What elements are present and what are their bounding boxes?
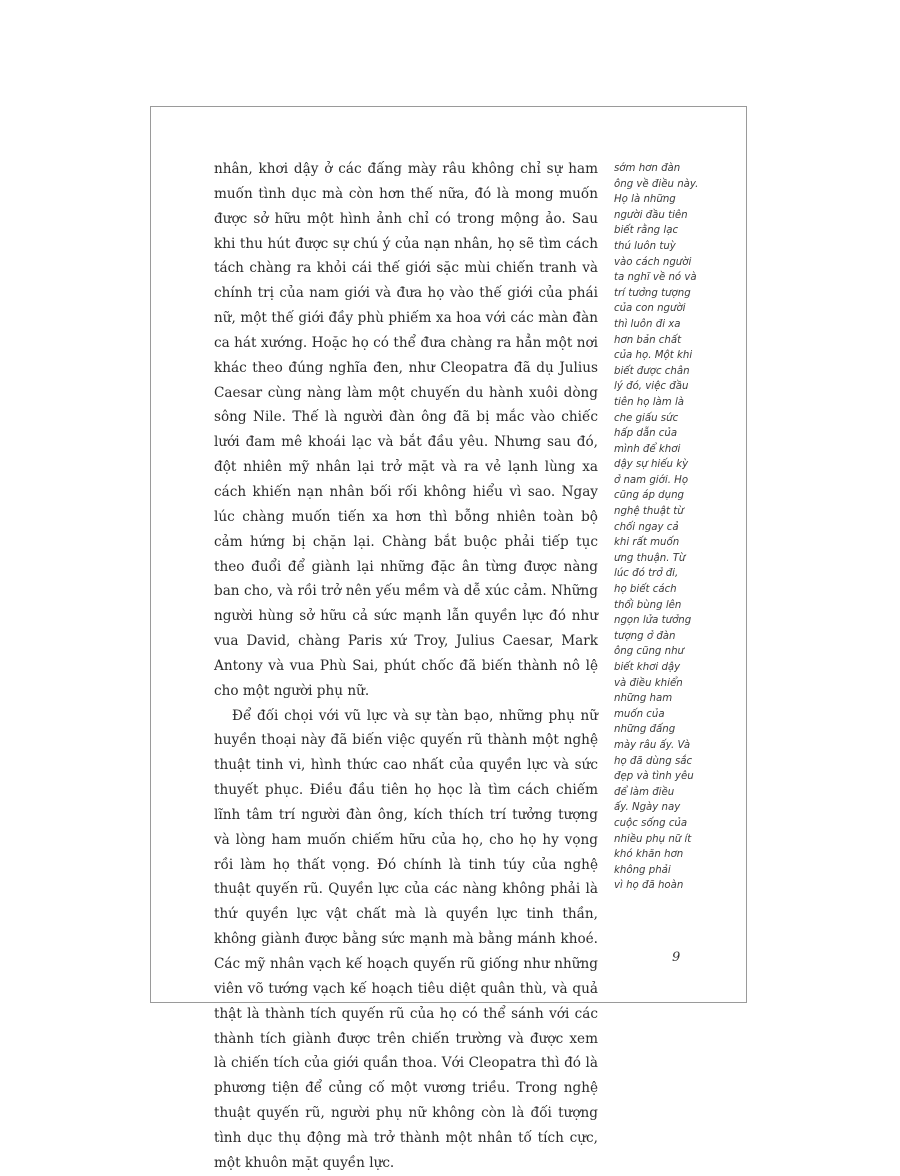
sidenote-line: biết rằng lạc xyxy=(614,225,679,237)
sidenote-line: không phải xyxy=(614,864,671,876)
main-body-text xyxy=(214,157,598,1176)
sidenote-line: thì luôn đi xa xyxy=(614,318,681,330)
sidenote-line: dậy sự hiếu kỳ xyxy=(614,459,689,471)
sidenote-line: sớm hơn đàn xyxy=(614,163,681,174)
sidenote-line: họ biết cách xyxy=(614,584,677,596)
sidenote-line: mày râu ấy. Và xyxy=(614,739,691,751)
body-paragraph: Để đối chọi với vũ lực và sự tàn bạo, những phụ nữ huyền thoại này đã biến việc quyến rũ thành một nghệ thuật tinh vi, hình thức cao nhất của quyền lực và sức thuyết phục. Điều đầu tiên họ học là tìm cách chiếm lĩnh tâm trí người đàn ông, kích thích trí tưởng tượng và lòng ham muốn chiếm hữu của họ, cho họ hy vọng rồi làm họ thất vọng. Đó chính là tinh túy của nghệ thuật quyến rũ. Quyền lực của các nàng không phải là thứ quyền lực vật chất mà là quyền lực tinh thần, không giành được bằng sức mạnh mà bằng mánh khoé. Các mỹ nhân vạch kế hoạch quyến rũ giống như những viên võ tướng vạch kế hoạch tiêu diệt quân thù, và quả thật là thành tích quyến rũ của họ có thể sánh với các thành tích giành được trên chiến trường và được xem là chiến tích của giới quần thoa. Với Cleopatra thì đó là phương tiện để củng cố một vương triều. Trong nghệ thuật quyến rũ, người phụ nữ không còn là đối tượng tình dục thụ động mà trở thành một nhân tố tích cực, một khuôn mặt quyền lực. xyxy=(214,707,598,1171)
sidenote-line: tiên họ làm là xyxy=(614,396,685,408)
sidenote-line: nghệ thuật từ xyxy=(614,506,684,518)
sidenote-line: muốn của xyxy=(614,708,665,720)
sidenote-line: thổi bùng lên xyxy=(614,599,682,611)
sidenote-line: ưng thuận. Từ xyxy=(614,552,686,564)
sidenote-line: cũng áp dụng xyxy=(614,490,685,502)
sidenote-line: để làm điều xyxy=(614,786,675,798)
sidenote-line: đẹp và tình yêu xyxy=(614,771,694,783)
sidenote-line: ông về điều này. xyxy=(614,178,699,190)
sidenote-line: người đầu tiên xyxy=(614,209,688,221)
sidenote-line: nhiều phụ nữ ít xyxy=(614,833,692,845)
sidenote-line: tượng ở đàn xyxy=(614,630,676,642)
sidenote-line: những ham xyxy=(614,693,673,705)
sidenote-line: ông cũng như xyxy=(614,646,684,658)
sidenote-line: ấy. Ngày nay xyxy=(614,802,681,814)
sidenote-line: của con người xyxy=(614,303,686,315)
sidenote-line: Họ là những xyxy=(614,194,676,206)
sidenote-line: ở nam giới. Họ xyxy=(614,474,689,486)
body-paragraph: nhân, khơi dậy ở các đấng mày râu không chỉ sự ham muốn tình dục mà còn hơn thế nữa, đó là mong muốn được sở hữu một hình ảnh chỉ có trong mộng ảo. Sau khi thu hút được sự chú ý của nạn nhân, họ sẽ tìm cách tách chàng ra khỏi cái thế giới sặc mùi chiến tranh và chính trị của nam giới và đưa họ vào thế giới của phái nữ, một thế giới đầy phù phiếm xa hoa với các màn đàn ca hát xướng. Hoặc họ có thể đưa chàng ra hẳn một nơi khác theo đúng nghĩa đen, như Cleopatra đã dụ Julius Caesar cùng nàng làm một chuyến du hành xuôi dòng sông Nile. Thế là người đàn ông đã bị mắc vào chiếc lưới đam mê khoái lạc và bắt đầu yêu. Nhưng sau đó, đột nhiên mỹ nhân lại trở mặt và ra vẻ lạnh lùng xa cách khiến nạn nhân bối rối không hiểu vì sao. Ngay lúc chàng muốn tiến xa hơn thì bỗng nhiên toàn bộ cảm hứng bị chặn lại. Chàng bắt buộc phải tiếp tục theo đuổi để giành lại những đặc ân từng được nàng ban cho, và rồi trở nên yếu mềm và dễ xúc cảm. Những người hùng sở hữu cả sức mạnh lẫn quyền lực đó như vua David, chàng Paris xứ Troy, Julius Caesar, Mark Antony và vua Phù Sai, phút chốc đã biến thành nô lệ cho một người phụ nữ. xyxy=(214,161,598,699)
sidenote-line: thú luôn tuỳ xyxy=(614,240,676,252)
sidenote-line: vì họ đã hoàn xyxy=(614,880,684,892)
sidenote-line: chối ngay cả xyxy=(614,521,679,533)
sidenote-line: biết khơi dậy xyxy=(614,662,681,673)
page-number: 9 xyxy=(672,950,681,965)
sidenote-line: hấp dẫn của xyxy=(614,428,678,440)
sidenote-line: cuộc sống của xyxy=(614,817,688,829)
sidenote-line: lý đó, việc đầu xyxy=(614,381,689,393)
sidenote-line: ngọn lửa tưởng xyxy=(614,615,692,627)
sidenote-line: trí tưởng tượng xyxy=(614,287,691,299)
sidenote-line: và điều khiển xyxy=(614,677,683,689)
sidenote-line: khó khăn hơn xyxy=(614,849,684,861)
sidenote-line: của họ. Một khi xyxy=(614,350,693,362)
sidenote-line: những đấng xyxy=(614,724,676,736)
sidenote-line: họ đã dùng sắc xyxy=(614,755,693,767)
sidenote-line: biết được chân xyxy=(614,365,690,377)
sidenote-line: khi rất muốn xyxy=(614,537,680,549)
sidenote-line: mình để khơi xyxy=(614,443,681,455)
sidenote-line: lúc đó trở đi, xyxy=(614,568,679,580)
sidenote-line: hơn bản chất xyxy=(614,334,682,346)
sidenote-line: che giấu sức xyxy=(614,412,679,424)
sidenote-line: vào cách người xyxy=(614,256,692,268)
sidenote-line: ta nghĩ về nó và xyxy=(614,272,697,284)
margin-sidenote xyxy=(614,161,720,894)
